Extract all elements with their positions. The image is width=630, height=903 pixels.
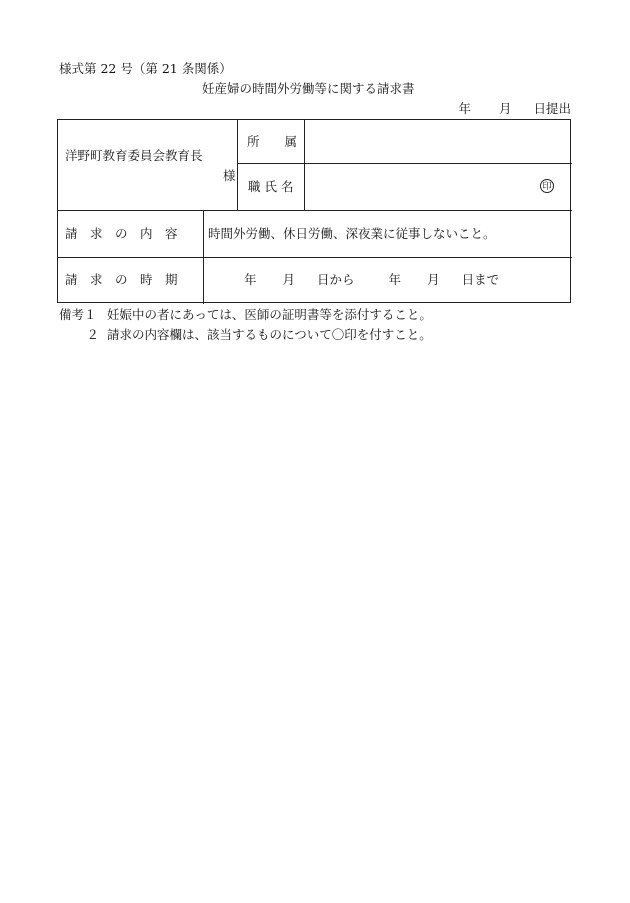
divider [304,120,305,210]
date-month-label: 月 [498,101,512,116]
divider [237,120,238,210]
period-to-year: 年 [388,272,402,287]
note-item [59,305,432,325]
note-label: ２ [86,327,99,342]
notes [59,305,432,345]
note-text: 請求の内容欄は、該当するものについて〇印を付すこと。 [107,327,432,342]
date-day-submit-label: 日提出 [533,101,571,116]
seal-icon: 印 [540,179,554,193]
request-content-value: 時間外労働、休日労働、深夜業に従事しないこと。 [208,226,496,241]
form-number: 様式第 22 号（第 21 条関係） [59,61,232,76]
divider [58,257,572,258]
period-to-month: 月 [427,272,440,287]
request-period-label: 請 求 の 時 期 [65,272,178,287]
name-field[interactable] [314,181,534,195]
document-title: 妊産婦の時間外労働等に関する請求書 [202,81,415,96]
addressee-honorific: 様 [223,168,236,183]
request-form-table [57,119,571,303]
divider [203,210,204,304]
submission-date-line [458,103,571,116]
period-to-day: 日まで [461,272,500,287]
period-from-day: 日から [317,272,355,287]
divider [58,210,572,211]
note-item [59,325,432,345]
request-period [244,274,499,287]
divider [237,163,572,164]
request-content-label: 請 求 の 内 容 [65,226,178,241]
name-label: 職 氏 名 [248,179,294,194]
period-from-year: 年 [244,272,257,287]
note-text: 妊娠中の者にあっては、医師の証明書等を添付すること。 [107,307,432,322]
date-year-label: 年 [458,101,471,116]
addressee-name: 洋野町教育委員会教育長 [65,148,203,163]
seal-mark [540,179,554,193]
note-label: 備考１ [59,307,97,322]
affiliation-label: 所 属 [247,134,298,149]
affiliation-field[interactable] [314,136,564,150]
period-from-month: 月 [282,272,296,287]
